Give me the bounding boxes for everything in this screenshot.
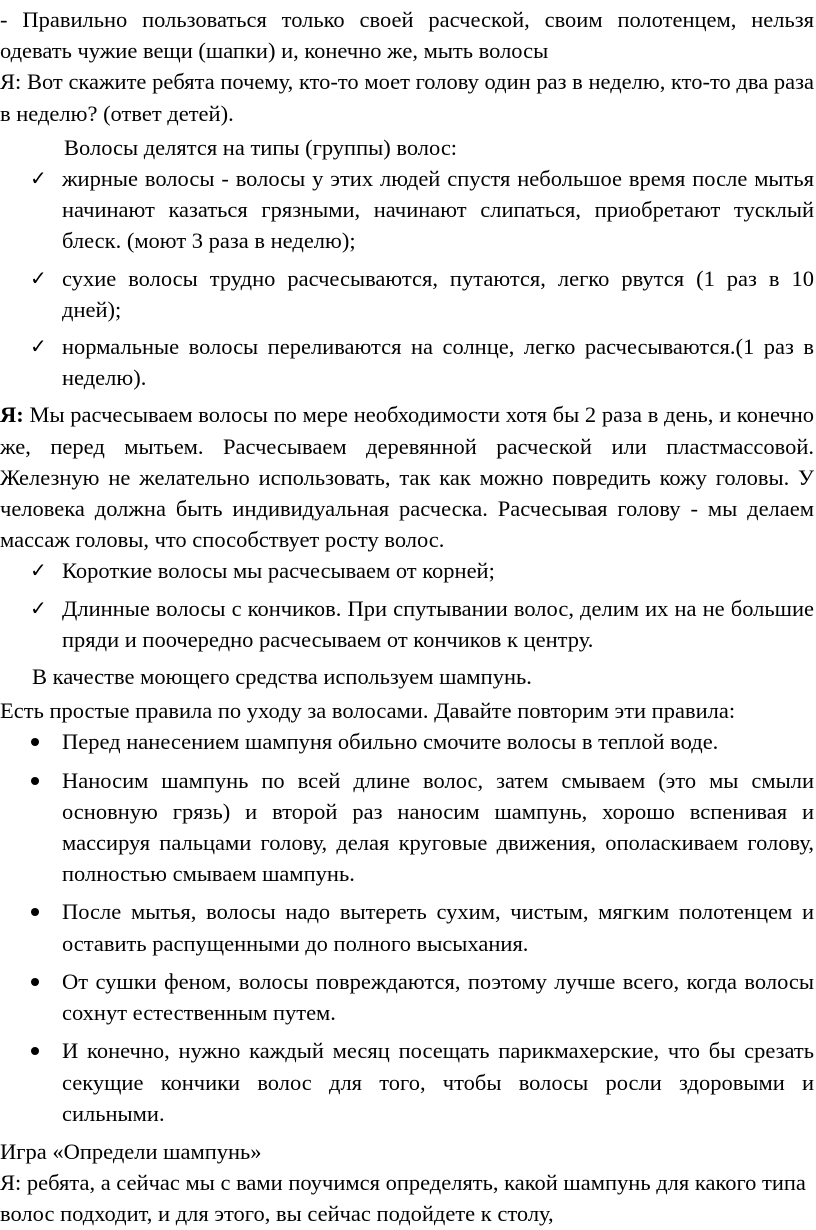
- checkmark-icon: ✓: [30, 595, 47, 620]
- rules-list: [0, 726, 814, 1128]
- list-item-text: жирные волосы - волосы у этих людей спустя небольшое время после мытья начинают казаться грязными, начинают слипаться, приобретают тусклый блеск. (моют 3 раза в неделю);: [62, 166, 814, 254]
- list-item: [0, 555, 814, 586]
- speaker-label: Я:: [0, 402, 24, 428]
- bullet-icon: [31, 777, 39, 785]
- list-item-text: сухие волосы трудно расчесываются, путаются, легко рвутся (1 раз в 10 дней);: [62, 265, 814, 322]
- paragraph-rules-intro: Есть простые правила по уходу за волосами. Давайте повторим эти правила:: [0, 698, 736, 724]
- combing-list: [0, 555, 814, 655]
- list-item-text: От сушки феном, волосы повреждаются, поэтому лучше всего, когда волосы сохнут естественным путем.: [62, 968, 814, 1026]
- checkmark-icon: ✓: [30, 558, 47, 583]
- paragraph-hygiene-rule: - Правильно пользоваться только своей расческой, своим полотенцем, нельзя одевать чужие вещи (шапки) и, конечно же, мыть волосы: [0, 7, 814, 64]
- list-item: [0, 593, 814, 655]
- list-item: [0, 896, 814, 958]
- bullet-icon: [31, 978, 39, 986]
- paragraph-shampoo: В качестве моющего средства используем шампунь.: [32, 664, 532, 690]
- list-item: [0, 263, 814, 325]
- list-item: [0, 163, 814, 257]
- checkmark-icon: ✓: [30, 265, 47, 290]
- list-item-text: И конечно, нужно каждый месяц посещать парикмахерские, что бы срезать секущие кончики волос для того, чтобы волосы росли здоровыми и сильными.: [62, 1038, 814, 1126]
- list-item-text: После мытья, волосы надо вытереть сухим, чистым, мягким полотенцем и оставить распущенными до полного высыхания.: [62, 899, 814, 956]
- list-item: [0, 966, 814, 1028]
- document-page: [0, 4, 814, 1230]
- list-item: [0, 1035, 814, 1129]
- list-item-text: нормальные волосы переливаются на солнце, легко расчесываются.(1 раз в неделю).: [62, 334, 814, 391]
- list-item: [0, 726, 814, 757]
- list-item-text: Наносим шампунь по всей длине волос, затем смываем (это мы смыли основную грязь) и второй раз наносим шампунь, хорошо вспенивая и массируя пальцами голову, делая круговые движения, ополаскиваем голову, полностью смываем шампунь.: [62, 767, 814, 887]
- hair-types-list: [0, 163, 814, 393]
- list-item: [0, 765, 814, 890]
- bullet-icon: [31, 1047, 39, 1055]
- list-item-text: Короткие волосы мы расчесываем от корней;: [62, 558, 495, 584]
- checkmark-icon: ✓: [30, 334, 47, 359]
- list-item: [0, 331, 814, 393]
- checkmark-icon: ✓: [30, 166, 47, 191]
- bullet-icon: [31, 738, 39, 746]
- bullet-icon: [31, 908, 39, 916]
- paragraph-game-intro: Я: ребята, а сейчас мы с вами поучимся определять, какой шампунь для какого типа волос подходит, и для этого, вы сейчас подойдете к столу,: [0, 1170, 806, 1227]
- paragraph-hair-types-intro: Волосы делятся на типы (группы) волос:: [64, 134, 458, 160]
- game-title: Игра «Определи шампунь»: [0, 1138, 262, 1164]
- list-item-text: Перед нанесением шампуня обильно смочите волосы в теплой воде.: [62, 729, 719, 755]
- list-item-text: Длинные волосы с кончиков. При спутывании волос, делим их на не большие пряди и поочередно расчесываем от кончиков к центру.: [62, 595, 814, 652]
- paragraph-combing-text: Мы расчесываем волосы по мере необходимости хотя бы 2 раза в день, и конечно же, перед мытьем. Расчесываем деревянной расческой или пластмассовой. Железную не желательно использовать, так как можно повредить кожу головы. У человека должна быть индивидуальная расческа. Расчесывая голову - мы делаем массаж головы, что способствует росту волос.: [0, 402, 814, 553]
- paragraph-question: Я: Вот скажите ребята почему, кто-то моет голову один раз в неделю, кто-то два раза в неделю? (ответ детей).: [0, 69, 814, 126]
- paragraph-combing: [0, 399, 814, 555]
